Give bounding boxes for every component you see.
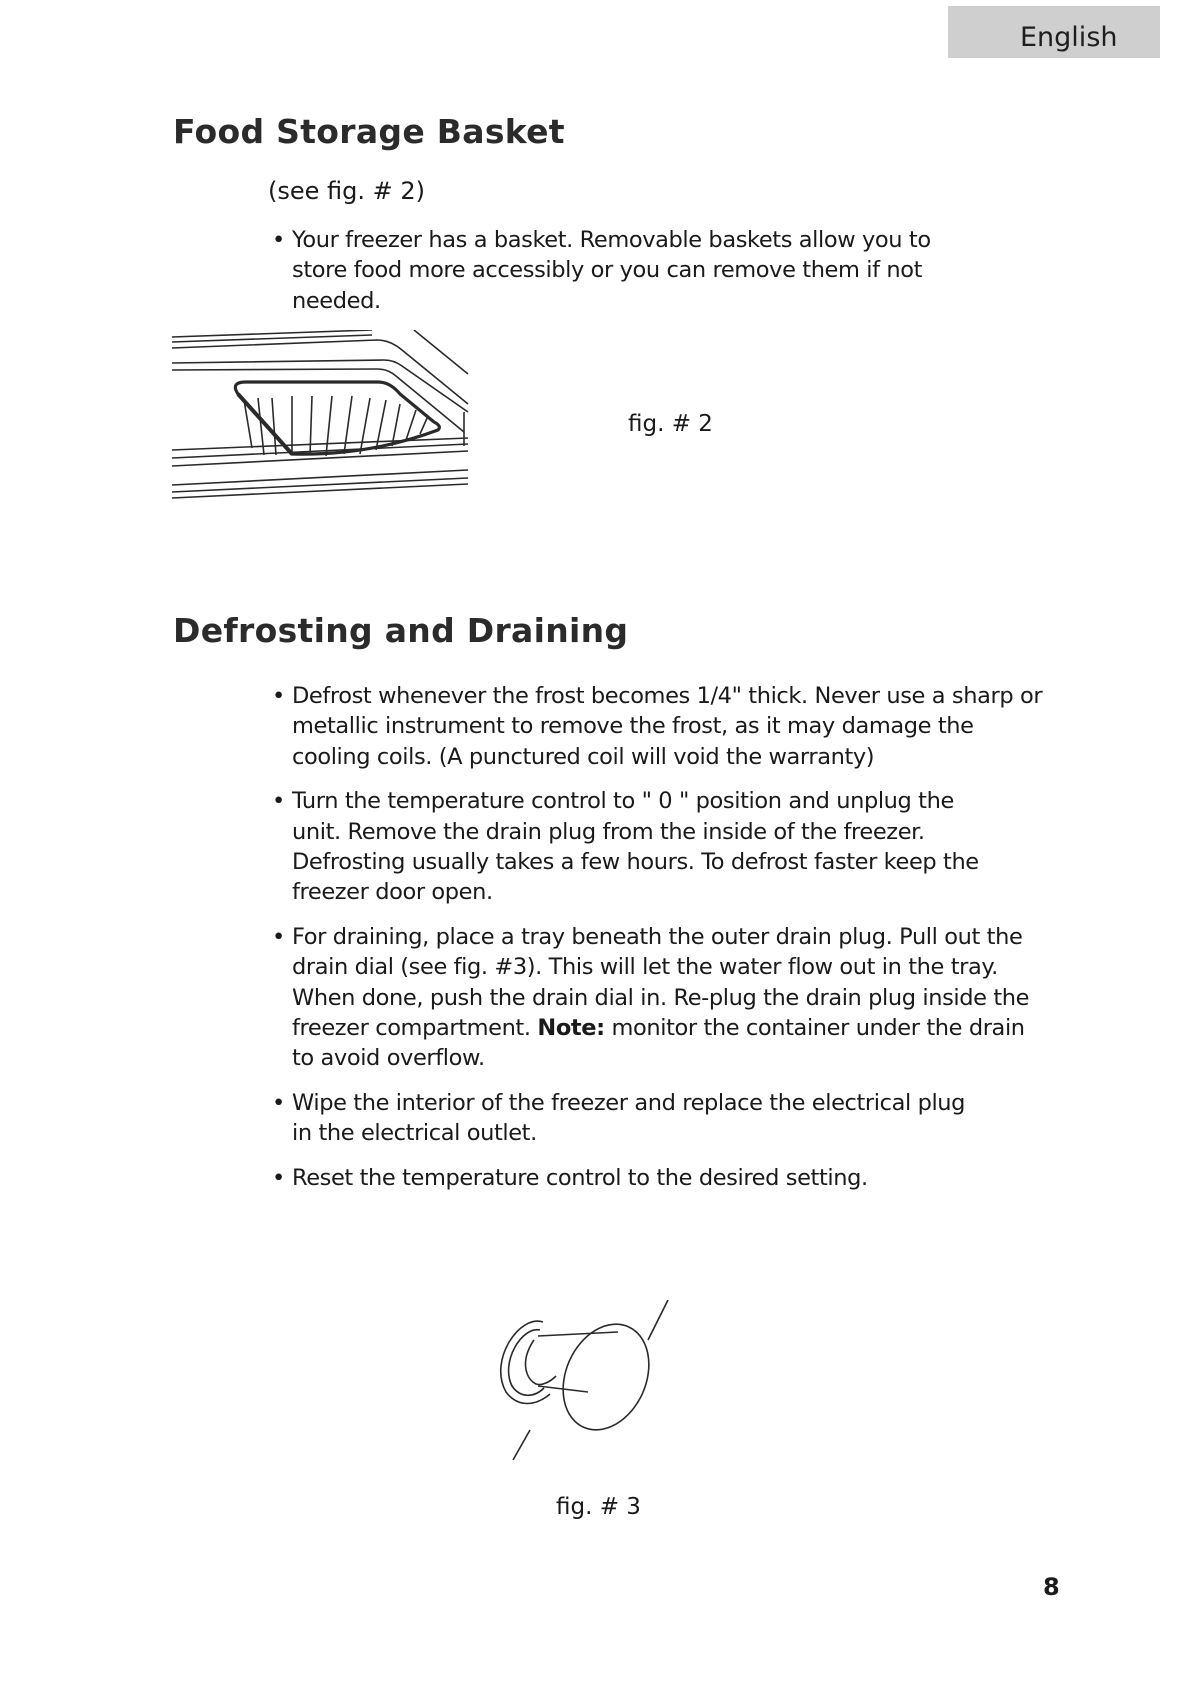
list-item: • Turn the temperature control to " 0 " position and unplug the unit. Remove the drain plug from the inside of the freezer. Defrosting usually takes a few hours. To defrost faster keep the freezer door open.: [270, 786, 992, 907]
defrosting-bullets: [270, 681, 1050, 1208]
see-figure-reference: (see fig. # 2): [268, 177, 426, 205]
bullet-text: For draining, place a tray beneath the outer drain plug. Pull out the drain dial (see fig. #3). This will let the water flow out in the tray. When done, push the drain dial in. Re-plug the drain plug inside the freezer compartment.: [292, 924, 1030, 1041]
drain-dial-illustration: [478, 1300, 698, 1480]
figure-3-label: fig. # 3: [556, 1494, 641, 1520]
section-title-defrosting: Defrosting and Draining: [173, 611, 629, 650]
figure-2-label: fig. # 2: [628, 411, 713, 437]
list-item: • Wipe the interior of the freezer and replace the electrical plug in the electrical outlet.: [270, 1088, 982, 1149]
list-item: • Your freezer has a basket. Removable baskets allow you to store food more accessibly or you can remove them if not needed.: [270, 225, 982, 316]
page-number: 8: [1043, 1573, 1060, 1601]
list-item: • Defrost whenever the frost becomes 1/4" thick. Never use a sharp or metallic instrument to remove the frost, as it may damage the cooling coils. (A punctured coil will void the warranty): [270, 681, 1052, 772]
note-text: monitor the container under the drain to avoid overflow.: [292, 1014, 1025, 1072]
section-title-food-storage: Food Storage Basket: [173, 112, 565, 151]
list-item: [270, 922, 1052, 1073]
note-label: Note:: [537, 1014, 605, 1041]
food-storage-bullets: [270, 225, 1050, 316]
list-item: • Reset the temperature control to the desired setting.: [270, 1163, 1050, 1193]
basket-illustration: [172, 330, 472, 530]
language-tab: English: [948, 6, 1160, 58]
